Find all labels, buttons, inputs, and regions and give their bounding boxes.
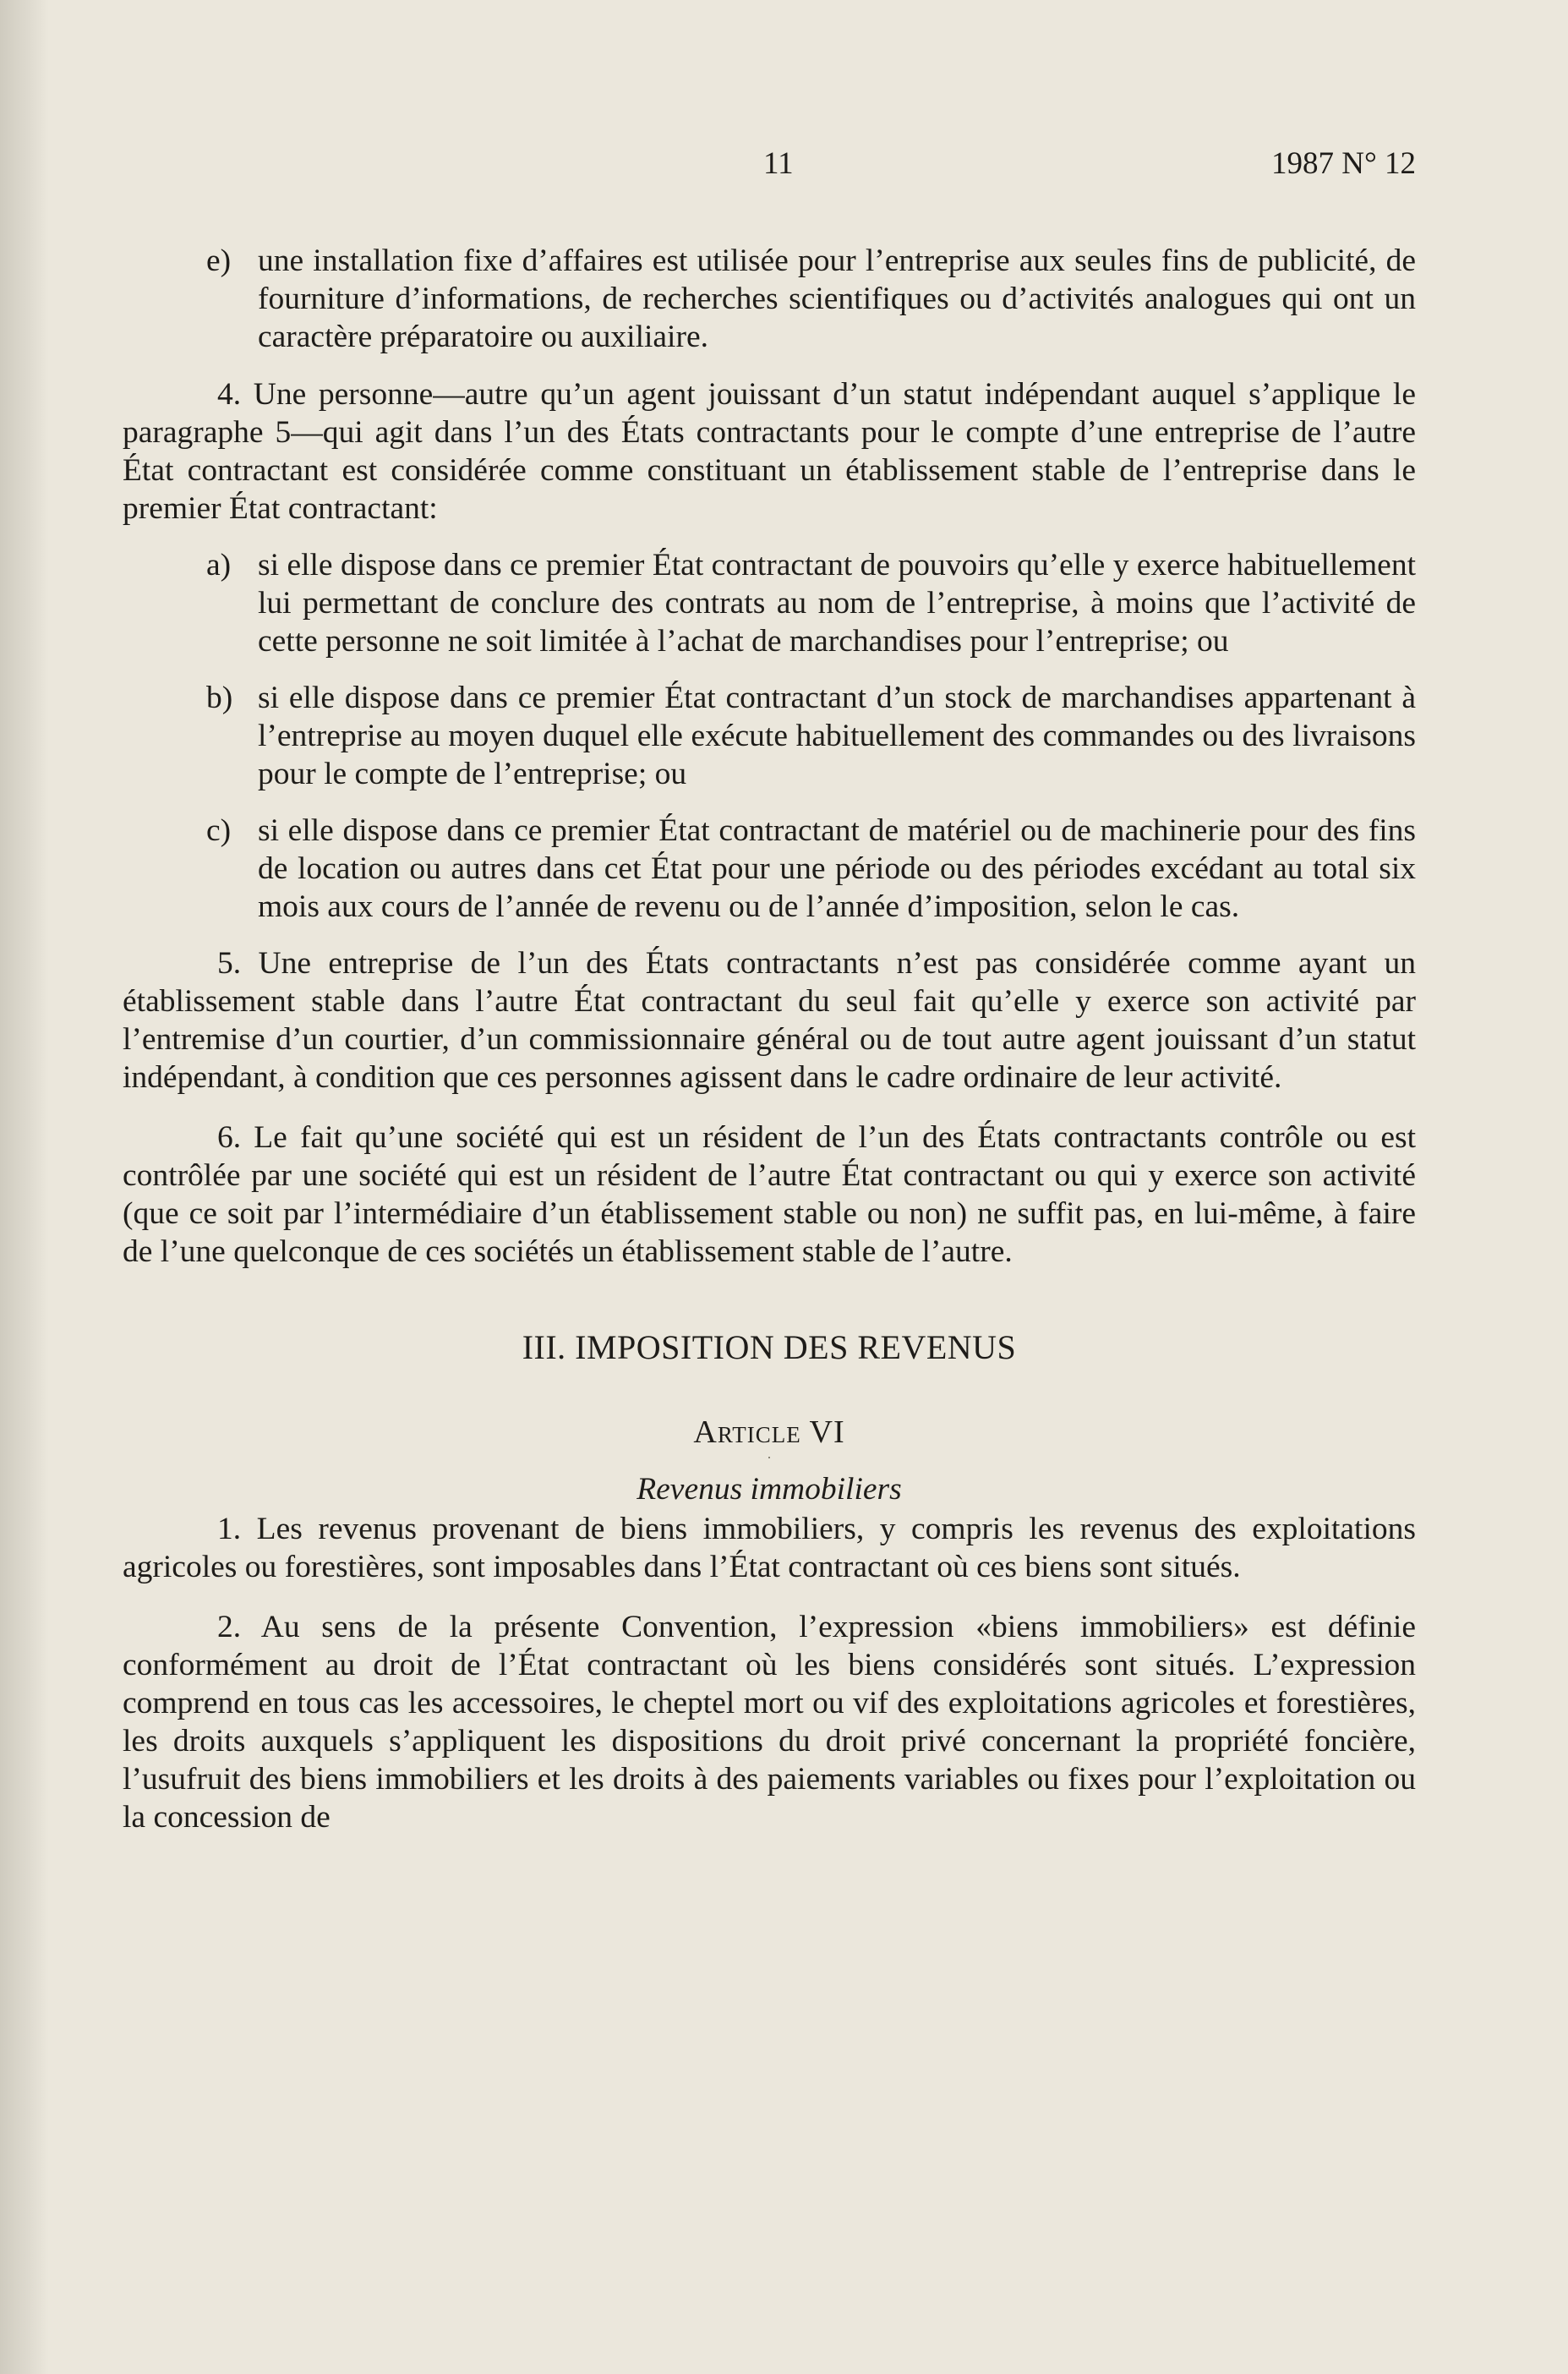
item-text: si elle dispose dans ce premier État contractant d’un stock de marchandises appartenant à l’entreprise au moyen duquel elle exécute habituellement des commandes ou des livraisons pour le compte de l’entreprise; ou (258, 681, 1416, 791)
article-paragraph-1: 1. Les revenus provenant de biens immobiliers, y compris les revenus des exploitations agricoles ou forestières, sont imposables dans l’État contractant où ces biens sont situés. (123, 1512, 1416, 1584)
paragraph-6: 6. Le fait qu’une société qui est un résident de l’un des États contractants contrôle ou est contrôlée par une société qui est un résident de l’autre État contractant ou qui y exerce son activité (que ce soit par l’intermédiaire d’un établissement stable ou non) ne suffit pas, en lui-même, à faire de l’une quelconque de ces sociétés un établissement stable de l’autre. (123, 1120, 1416, 1269)
paragraph-4: 4. Une personne—autre qu’un agent jouissant d’un statut indépendant auquel s’applique le paragraphe 5—qui agit dans l’un des États contractants pour le compte d’une entreprise de l’autre État contractant est considérée comme constituant un établissement stable de l’entreprise dans le premier État contractant: (123, 377, 1416, 526)
page-number: 11 (763, 146, 794, 181)
item-text: une installation fixe d’affaires est utilisée pour l’entreprise aux seules fins de publicité, de fourniture d’informations, de recherches scientifiques ou d’activités analogues qui ont un caractère préparatoire ou auxiliaire. (258, 243, 1416, 354)
page-header (0, 145, 1568, 188)
list-item-a (123, 546, 1416, 660)
list-item-b (123, 679, 1416, 793)
article-paragraph-2: 2. Au sens de la présente Convention, l’expression «biens immobiliers» est définie conformément au droit de l’État contractant où les biens considérés sont situés. L’expression comprend en tous cas les accessoires, le cheptel mort ou vif des exploitations agricoles et forestières, les droits auxquels s’appliquent les dispositions du droit privé concernant la propriété foncière, l’usufruit des biens immobiliers et les droits à des paiements variables ou fixes pour l’exploitation ou la concession de (123, 1610, 1416, 1835)
paragraph-5: 5. Une entreprise de l’un des États contractants n’est pas considérée comme ayant un établissement stable dans l’autre État contractant du seul fait qu’elle y exerce son activité par l’entremise d’un courtier, d’un commissionnaire général ou de tout autre agent jouissant d’un statut indépendant, à condition que ces personnes agissent dans le cadre ordinaire de leur activité. (123, 946, 1416, 1095)
item-label: b) (206, 681, 233, 715)
item-label: a) (206, 548, 232, 583)
item-text: si elle dispose dans ce premier État contractant de pouvoirs qu’elle y exerce habituellement lui permettant de conclure des contrats au nom de l’entreprise, à moins que l’activité de cette personne ne soit limitée à l’achat de marchandises pour l’entreprise; ou (258, 548, 1416, 659)
item-label: e) (206, 243, 232, 278)
list-item-c (123, 812, 1416, 926)
item-label: c) (206, 813, 232, 848)
document-reference: 1987 N° 12 (1270, 146, 1416, 181)
binding-gutter (0, 0, 49, 2374)
list-item-e (123, 242, 1416, 356)
article-subtitle: Revenus immobiliers (636, 1472, 902, 1507)
item-text: si elle dispose dans ce premier État contractant de matériel ou de machinerie pour des fins de location ou autres dans cet État pour une période ou des périodes excédant au total six mois aux cours de l’année de revenu ou de l’année d’imposition, selon le cas. (258, 813, 1416, 924)
heading-mark (768, 1457, 770, 1458)
page-body (123, 242, 1416, 1836)
article-heading: Article VI (693, 1414, 845, 1450)
section-heading: III. IMPOSITION DES REVENUS (522, 1328, 1017, 1366)
